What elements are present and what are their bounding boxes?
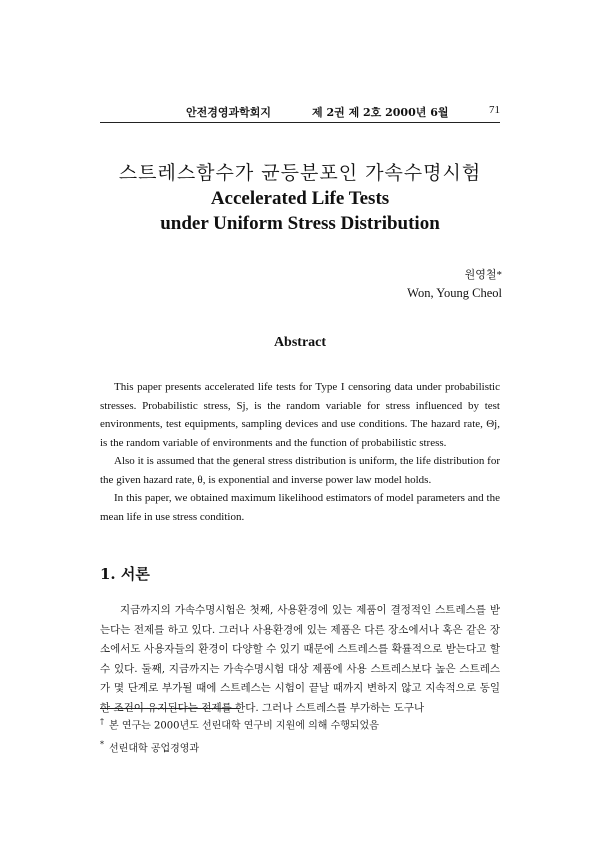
- abstract-heading: Abstract: [273, 335, 327, 350]
- author-english: Won, Young Cheol: [407, 286, 502, 300]
- footnote-1-mark: †: [100, 717, 104, 726]
- footnote-1: [100, 712, 500, 735]
- footnotes: [100, 712, 500, 759]
- paper-title: [100, 160, 500, 236]
- page-number: 71: [489, 104, 500, 116]
- section-heading: 1. 서론: [100, 565, 150, 583]
- title-korean: 스트레스함수가 균등분포인 가속수명시험: [118, 162, 482, 184]
- journal-name: 안전경영과학회지: [186, 106, 272, 119]
- abstract-paragraph-2: Also it is assumed that the general stress distribution is uniform, the life distribution for the given hazard rate, θ, is exponential and inverse power law model holds.: [100, 455, 500, 486]
- footnote-2-mark: *: [100, 740, 104, 750]
- abstract-body: [100, 378, 500, 526]
- footnote-1-text: 본 연구는 2000년도 선린대학 연구비 지원에 의해 수행되었음: [109, 720, 379, 732]
- header-rule: [100, 122, 500, 123]
- author-block: [407, 266, 502, 302]
- author-korean: 원영철*: [464, 269, 502, 281]
- title-english-line1: Accelerated Life Tests: [210, 188, 390, 209]
- abstract-paragraph-1: This paper presents accelerated life tests for Type I censoring data under probabilistic stresses. Probabilistic stress, Sj, is the random variable for stress influenced by test environments, test equipments, sampling devices and use conditions. The hazard rate, Θj, is the random variable of environments and the function of probabilistic stress.: [100, 381, 500, 449]
- abstract-paragraph-3: In this paper, we obtained maximum likelihood estimators of model parameters and the mean life in use stress condition.: [100, 492, 500, 523]
- footnote-2-text: 선린대학 공업경영과: [109, 743, 200, 755]
- body-paragraph: 지금까지의 가속수명시험은 첫째, 사용환경에 있는 제품이 결정적인 스트레스를 받는다는 전제를 하고 있다. 그러나 사용환경에 있는 제품은 다른 장소에서나 혹은 같은 장소에서도 사용자들의 환경이 다양할 수 있기 때문에 스트레스를 확률적으로 받는다고 할 수 있다. 둘째, 지금까지는 가속수명시험 대상 제품에 사용 스트레스보다 높은 스트레스가 몇 단계로 부가될 때에 스트레스는 시험이 끝날 때까지 변하지 않고 지속적으로 동일한 조건이 유지된다는 전제를 한다. 그러나 스트레스를 부가하는 도구나: [100, 604, 500, 714]
- section-body: [100, 601, 500, 718]
- footnote-rule: [100, 708, 240, 709]
- footnote-2: [100, 735, 500, 758]
- issue-info: 제 2권 제 2호 2000년 6월: [312, 106, 449, 119]
- title-english-line2: under Uniform Stress Distribution: [160, 213, 440, 234]
